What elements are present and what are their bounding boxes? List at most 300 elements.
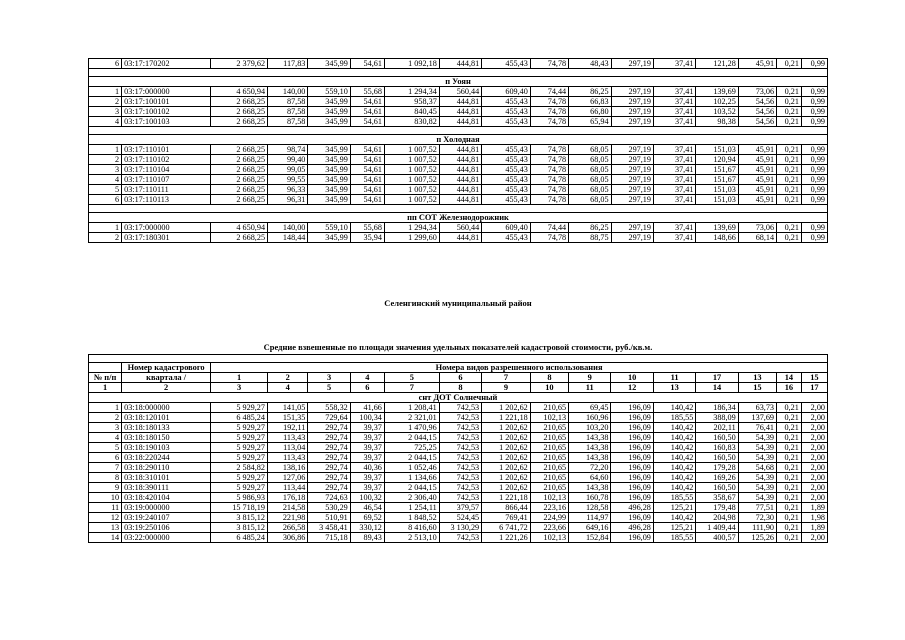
value-cell: 1 202,62	[482, 403, 531, 413]
value-cell: 54,61	[350, 59, 384, 69]
value-cell: 98,74	[268, 145, 308, 155]
value-cell: 141,05	[267, 403, 307, 413]
value-cell: 2 306,40	[384, 493, 439, 503]
usage-code-header: 9	[569, 373, 611, 383]
cadastral-number: 03:18:290110	[122, 463, 211, 473]
value-cell: 37,41	[653, 185, 695, 195]
value-cell: 0,21	[777, 87, 802, 97]
value-cell: 100,34	[350, 413, 384, 423]
cadastral-number: 03:22:000000	[122, 533, 211, 543]
value-cell: 1 299,60	[384, 233, 439, 243]
value-cell: 196,09	[611, 513, 653, 523]
cadastral-number: 03:18:120101	[122, 413, 211, 423]
table-row	[89, 533, 828, 543]
value-cell: 202,11	[696, 423, 738, 433]
value-cell: 140,42	[653, 453, 695, 463]
value-cell: 0,99	[801, 117, 827, 127]
value-cell: 73,06	[738, 87, 776, 97]
value-cell: 210,65	[530, 473, 568, 483]
table-row	[89, 107, 828, 117]
value-cell: 54,61	[350, 185, 384, 195]
table-row	[89, 523, 828, 533]
value-cell: 103,20	[569, 423, 611, 433]
value-cell: 196,09	[611, 483, 653, 493]
value-cell: 496,28	[611, 523, 653, 533]
section-title: п Уоян	[89, 77, 828, 87]
value-cell: 345,99	[308, 155, 350, 165]
usage-code-header: 14	[777, 373, 802, 383]
cadastral-number: 03:17:110107	[122, 175, 211, 185]
value-cell: 297,19	[611, 175, 653, 185]
value-cell: 0,21	[777, 503, 802, 513]
cadastral-number: 03:17:110111	[122, 185, 211, 195]
value-cell: 54,61	[350, 195, 384, 205]
table-row	[89, 117, 828, 127]
value-cell: 742,53	[439, 403, 481, 413]
spacer-row	[89, 69, 828, 77]
value-cell: 0,21	[777, 523, 802, 533]
value-cell: 140,42	[653, 403, 695, 413]
value-cell: 297,19	[611, 117, 653, 127]
value-cell: 54,56	[738, 117, 776, 127]
value-cell: 186,34	[696, 403, 738, 413]
value-cell: 74,78	[530, 59, 568, 69]
value-cell: 455,43	[482, 185, 531, 195]
value-cell: 151,03	[696, 185, 738, 195]
value-cell: 3 458,41	[308, 523, 350, 533]
value-cell: 0,21	[777, 107, 802, 117]
row-number: 1	[89, 87, 122, 97]
value-cell: 0,21	[777, 155, 802, 165]
value-cell: 455,43	[482, 175, 531, 185]
value-cell: 210,65	[530, 463, 568, 473]
column-number: 8	[439, 383, 481, 393]
table-row	[89, 195, 828, 205]
value-cell: 0,21	[777, 443, 802, 453]
value-cell: 455,43	[482, 165, 531, 175]
value-cell: 0,99	[801, 155, 827, 165]
value-cell: 139,69	[696, 87, 738, 97]
table-row	[89, 59, 828, 69]
cadastral-number: 03:18:180150	[122, 433, 211, 443]
value-cell: 560,44	[439, 223, 481, 233]
value-cell: 3 815,12	[211, 523, 268, 533]
row-number: 1	[89, 223, 122, 233]
value-cell: 65,94	[569, 117, 611, 127]
value-cell: 185,55	[653, 413, 695, 423]
table-row	[89, 423, 828, 433]
value-cell: 345,99	[308, 175, 350, 185]
value-cell: 125,21	[653, 503, 695, 513]
cadastral-number: 03:17:170202	[122, 59, 211, 69]
value-cell: 297,19	[611, 195, 653, 205]
value-cell: 292,74	[308, 453, 350, 463]
header-row	[89, 363, 828, 373]
value-cell: 1 221,18	[482, 413, 531, 423]
usage-code-header: 1	[211, 373, 268, 383]
value-cell: 55,68	[350, 223, 384, 233]
value-cell: 41,66	[350, 403, 384, 413]
value-cell: 1 294,34	[384, 223, 439, 233]
value-cell: 45,91	[738, 59, 776, 69]
header-row	[89, 373, 828, 383]
value-cell: 3 130,29	[439, 523, 481, 533]
value-cell: 444,81	[439, 195, 481, 205]
value-cell: 6 485,24	[211, 533, 268, 543]
value-cell: 185,55	[653, 533, 695, 543]
value-cell: 455,43	[482, 117, 531, 127]
value-cell: 143,38	[569, 453, 611, 463]
value-cell: 5 929,27	[211, 423, 268, 433]
value-cell: 345,99	[308, 233, 350, 243]
value-cell: 742,53	[439, 433, 481, 443]
table-row	[89, 503, 828, 513]
value-cell: 0,99	[801, 185, 827, 195]
row-number: 13	[89, 523, 122, 533]
value-cell: 958,37	[384, 97, 439, 107]
row-number: 1	[89, 403, 122, 413]
value-cell: 830,82	[384, 117, 439, 127]
value-cell: 0,21	[777, 175, 802, 185]
value-cell: 297,19	[611, 185, 653, 195]
value-cell: 1 202,62	[482, 433, 531, 443]
value-cell: 196,09	[611, 473, 653, 483]
value-cell: 196,09	[611, 423, 653, 433]
cadastral-number: 03:17:000000	[122, 87, 211, 97]
value-cell: 152,84	[569, 533, 611, 543]
cadastral-number: 03:18:180133	[122, 423, 211, 433]
value-cell: 1 202,62	[482, 443, 531, 453]
row-number: 3	[89, 165, 122, 175]
value-cell: 160,96	[569, 413, 611, 423]
value-cell: 560,44	[439, 87, 481, 97]
value-cell: 89,43	[350, 533, 384, 543]
value-cell: 140,42	[653, 513, 695, 523]
value-cell: 444,81	[439, 233, 481, 243]
value-cell: 5 929,27	[211, 483, 268, 493]
value-cell: 292,74	[308, 443, 350, 453]
value-cell: 160,50	[696, 453, 738, 463]
value-cell: 111,90	[738, 523, 776, 533]
value-cell: 742,53	[439, 463, 481, 473]
num-header-spacer	[89, 363, 122, 373]
value-cell: 210,65	[530, 483, 568, 493]
value-cell: 54,39	[738, 483, 776, 493]
value-cell: 39,37	[350, 483, 384, 493]
value-cell: 113,43	[267, 433, 307, 443]
value-cell: 1,98	[801, 513, 827, 523]
value-cell: 742,53	[439, 423, 481, 433]
table-row	[89, 223, 828, 233]
value-cell: 39,37	[350, 423, 384, 433]
value-cell: 2 668,25	[211, 97, 268, 107]
value-cell: 530,29	[308, 503, 350, 513]
value-cell: 98,38	[696, 117, 738, 127]
value-cell: 1 007,52	[384, 145, 439, 155]
value-cell: 0,99	[801, 233, 827, 243]
value-cell: 179,28	[696, 463, 738, 473]
table-row	[89, 403, 828, 413]
column-number: 12	[611, 383, 653, 393]
value-cell: 68,05	[569, 195, 611, 205]
value-cell: 4 650,94	[211, 223, 268, 233]
value-cell: 45,91	[738, 175, 776, 185]
value-cell: 444,81	[439, 59, 481, 69]
value-cell: 86,25	[569, 87, 611, 97]
value-cell: 345,99	[308, 117, 350, 127]
row-number: 4	[89, 175, 122, 185]
value-cell: 0,99	[801, 195, 827, 205]
row-number: 6	[89, 59, 122, 69]
row-number: 2	[89, 155, 122, 165]
value-cell: 742,53	[439, 413, 481, 423]
value-cell: 196,09	[611, 453, 653, 463]
value-cell: 37,41	[653, 107, 695, 117]
value-cell: 54,39	[738, 443, 776, 453]
value-cell: 54,56	[738, 97, 776, 107]
row-number: 4	[89, 117, 122, 127]
value-cell: 37,41	[653, 145, 695, 155]
value-cell: 379,57	[439, 503, 481, 513]
value-cell: 0,21	[777, 463, 802, 473]
value-cell: 37,41	[653, 165, 695, 175]
usage-code-header: 17	[696, 373, 738, 383]
value-cell: 54,61	[350, 107, 384, 117]
value-cell: 725,25	[384, 443, 439, 453]
value-cell: 54,68	[738, 463, 776, 473]
value-cell: 1 134,66	[384, 473, 439, 483]
value-cell: 74,78	[530, 107, 568, 117]
value-cell: 742,53	[439, 493, 481, 503]
column-number: 17	[801, 383, 827, 393]
cadastral-number: 03:19:240107	[122, 513, 211, 523]
value-cell: 0,21	[777, 97, 802, 107]
value-cell: 742,53	[439, 443, 481, 453]
value-cell: 297,19	[611, 233, 653, 243]
value-cell: 649,16	[569, 523, 611, 533]
section-title: п Холодная	[89, 135, 828, 145]
section-header-row	[89, 213, 828, 223]
value-cell: 1 202,62	[482, 423, 531, 433]
value-cell: 2,00	[801, 473, 827, 483]
value-cell: 5 929,27	[211, 403, 268, 413]
value-cell: 297,19	[611, 165, 653, 175]
value-cell: 37,41	[653, 59, 695, 69]
table-row	[89, 493, 828, 503]
cadastral-number: 03:17:100101	[122, 97, 211, 107]
value-cell: 196,09	[611, 413, 653, 423]
value-cell: 37,41	[653, 155, 695, 165]
value-cell: 140,00	[268, 87, 308, 97]
value-cell: 45,91	[738, 155, 776, 165]
cadastral-number: 03:17:100103	[122, 117, 211, 127]
table-row	[89, 233, 828, 243]
value-cell: 143,38	[569, 483, 611, 493]
usage-code-header: 7	[482, 373, 531, 383]
value-cell: 742,53	[439, 533, 481, 543]
value-cell: 742,53	[439, 473, 481, 483]
row-number: 5	[89, 185, 122, 195]
column-number: 13	[653, 383, 695, 393]
spacer-row	[89, 205, 828, 213]
value-cell: 114,97	[569, 513, 611, 523]
usage-code-header: 5	[384, 373, 439, 383]
cadastral-number: 03:17:110104	[122, 165, 211, 175]
value-cell: 196,09	[611, 533, 653, 543]
value-cell: 140,42	[653, 483, 695, 493]
value-cell: 54,61	[350, 145, 384, 155]
value-cell: 151,67	[696, 165, 738, 175]
value-cell: 729,64	[308, 413, 350, 423]
value-cell: 192,11	[267, 423, 307, 433]
column-number: 3	[211, 383, 268, 393]
usage-code-header: 2	[267, 373, 307, 383]
column-number: 16	[777, 383, 802, 393]
value-cell: 455,43	[482, 59, 531, 69]
value-cell: 160,50	[696, 483, 738, 493]
value-cell: 45,91	[738, 145, 776, 155]
value-cell: 151,35	[267, 413, 307, 423]
value-cell: 99,40	[268, 155, 308, 165]
value-cell: 100,32	[350, 493, 384, 503]
value-cell: 345,99	[308, 145, 350, 155]
value-cell: 40,36	[350, 463, 384, 473]
value-cell: 160,50	[696, 433, 738, 443]
value-cell: 74,78	[530, 155, 568, 165]
value-cell: 358,67	[696, 493, 738, 503]
value-cell: 39,37	[350, 453, 384, 463]
value-cell: 127,06	[267, 473, 307, 483]
table-row	[89, 145, 828, 155]
value-cell: 5 929,27	[211, 453, 268, 463]
value-cell: 68,14	[738, 233, 776, 243]
value-cell: 297,19	[611, 97, 653, 107]
value-cell: 6 741,72	[482, 523, 531, 533]
value-cell: 0,21	[777, 117, 802, 127]
table-title: Средние взвешенные по площади значения удельных показателей кадастровой стоимости, руб./кв.м.	[263, 342, 653, 352]
value-cell: 444,81	[439, 97, 481, 107]
top-data-table	[88, 58, 828, 243]
value-cell: 55,68	[350, 87, 384, 97]
table-row	[89, 443, 828, 453]
table-row	[89, 165, 828, 175]
value-cell: 742,53	[439, 453, 481, 463]
value-cell: 1 052,46	[384, 463, 439, 473]
value-cell: 1 202,62	[482, 463, 531, 473]
value-cell: 76,41	[738, 423, 776, 433]
value-cell: 77,51	[738, 503, 776, 513]
column-number: 9	[482, 383, 531, 393]
value-cell: 2,00	[801, 443, 827, 453]
value-cell: 87,58	[268, 117, 308, 127]
value-cell: 137,69	[738, 413, 776, 423]
cadastral-number: 03:17:180301	[122, 233, 211, 243]
value-cell: 39,37	[350, 443, 384, 453]
value-cell: 45,91	[738, 195, 776, 205]
usage-code-header: 13	[738, 373, 776, 383]
value-cell: 99,05	[268, 165, 308, 175]
cadastral-number: 03:18:190103	[122, 443, 211, 453]
value-cell: 0,21	[777, 223, 802, 233]
value-cell: 0,21	[777, 493, 802, 503]
value-cell: 0,99	[801, 87, 827, 97]
value-cell: 102,25	[696, 97, 738, 107]
value-cell: 86,25	[569, 223, 611, 233]
value-cell: 0,99	[801, 97, 827, 107]
value-cell: 2 044,15	[384, 483, 439, 493]
value-cell: 840,45	[384, 107, 439, 117]
usage-code-header: 8	[530, 373, 568, 383]
value-cell: 1 202,62	[482, 483, 531, 493]
value-cell: 54,61	[350, 155, 384, 165]
value-cell: 345,99	[308, 195, 350, 205]
cadastral-number: 03:18:310101	[122, 473, 211, 483]
value-cell: 210,65	[530, 433, 568, 443]
value-cell: 221,98	[267, 513, 307, 523]
value-cell: 113,04	[267, 443, 307, 453]
cadastral-header: Номер кадастрового	[122, 363, 211, 373]
value-cell: 2 668,25	[211, 155, 268, 165]
value-cell: 74,78	[530, 185, 568, 195]
value-cell: 292,74	[308, 483, 350, 493]
value-cell: 37,41	[653, 97, 695, 107]
value-cell: 74,78	[530, 195, 568, 205]
value-cell: 102,13	[530, 493, 568, 503]
value-cell: 121,28	[696, 59, 738, 69]
value-cell: 45,91	[738, 165, 776, 175]
value-cell: 128,58	[569, 503, 611, 513]
value-cell: 292,74	[308, 423, 350, 433]
value-cell: 455,43	[482, 145, 531, 155]
value-cell: 210,65	[530, 423, 568, 433]
value-cell: 455,43	[482, 155, 531, 165]
value-cell: 444,81	[439, 185, 481, 195]
value-cell: 0,99	[801, 107, 827, 117]
value-cell: 297,19	[611, 145, 653, 155]
value-cell: 2 044,15	[384, 453, 439, 463]
value-cell: 64,60	[569, 473, 611, 483]
value-cell: 8 416,60	[384, 523, 439, 533]
value-cell: 0,99	[801, 223, 827, 233]
value-cell: 99,55	[268, 175, 308, 185]
value-cell: 54,39	[738, 493, 776, 503]
value-cell: 345,99	[308, 185, 350, 195]
value-cell: 0,21	[777, 403, 802, 413]
value-cell: 74,78	[530, 145, 568, 155]
value-cell: 113,44	[267, 483, 307, 493]
table-row	[89, 185, 828, 195]
cadastral-number: 03:19:000000	[122, 503, 211, 513]
value-cell: 345,99	[308, 59, 350, 69]
value-cell: 292,74	[308, 473, 350, 483]
usage-code-header: 6	[439, 373, 481, 383]
value-cell: 35,94	[350, 233, 384, 243]
value-cell: 37,41	[653, 223, 695, 233]
row-number: 12	[89, 513, 122, 523]
value-cell: 455,43	[482, 107, 531, 117]
row-number: 9	[89, 483, 122, 493]
value-cell: 0,99	[801, 165, 827, 175]
value-cell: 69,52	[350, 513, 384, 523]
value-cell: 214,58	[267, 503, 307, 513]
value-cell: 5 986,93	[211, 493, 268, 503]
value-cell: 169,26	[696, 473, 738, 483]
value-cell: 73,06	[738, 223, 776, 233]
value-cell: 2,00	[801, 493, 827, 503]
cadastral-number: 03:18:390111	[122, 483, 211, 493]
value-cell: 96,31	[268, 195, 308, 205]
value-cell: 524,45	[439, 513, 481, 523]
